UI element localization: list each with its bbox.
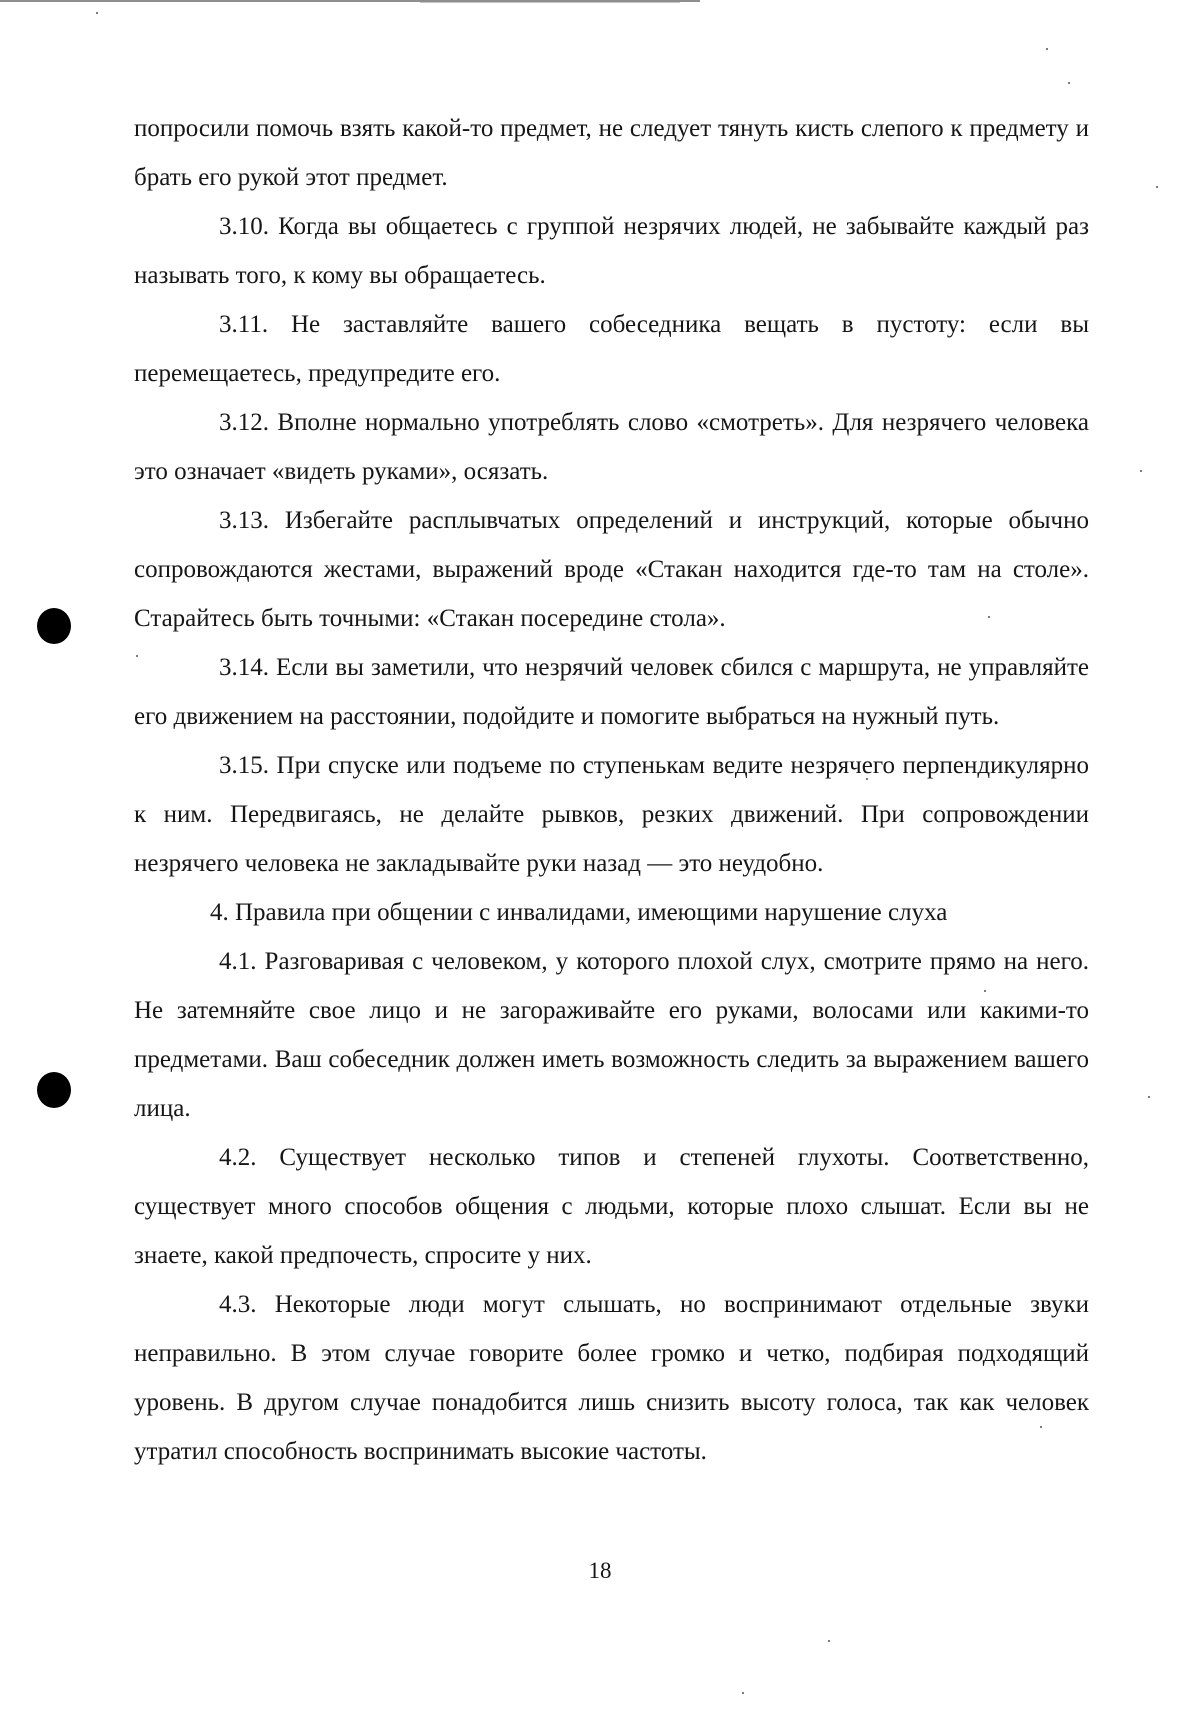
- paragraph-3-13: 3.13. Избегайте расплывчатых определений и инструкций, которые обычно сопровождаются жестами, выражений вроде «Стакан находится где-то там на столе». Старайтесь быть точными: «Стакан посередине стола».: [134, 507, 1089, 632]
- scan-speck: [1148, 1096, 1150, 1098]
- paragraph-3-10: 3.10. Когда вы общаетесь с группой незрячих людей, не забывайте каждый раз называть того, к кому вы обращаетесь.: [134, 213, 1089, 289]
- scan-speck: [1046, 48, 1048, 50]
- scan-speck: [1156, 186, 1158, 188]
- scan-speck: [828, 1640, 830, 1642]
- paragraph-3-15: 3.15. При спуске или подъеме по ступенькам ведите незрячего перпендикулярно к ним. Передвигаясь, не делайте рывков, резких движений. При сопровождении незрячего человека не закладывайте руки назад — это неудобно.: [134, 752, 1089, 877]
- scan-speck: [1140, 470, 1142, 472]
- paragraph-4-2: 4.2. Существует несколько типов и степеней глухоты. Соответственно, существует много способов общения с людьми, которые плохо слышат. Если вы не знаете, какой предпочесть, спросите у них.: [134, 1144, 1089, 1269]
- paragraph-3-12: 3.12. Вполне нормально употреблять слово «смотреть». Для незрячего человека это означает «видеть руками», осязать.: [134, 409, 1089, 485]
- paragraph-3-11: 3.11. Не заставляйте вашего собеседника вещать в пустоту: если вы перемещаетесь, предупредите его.: [134, 311, 1089, 387]
- section-heading: 4. Правила при общении с инвалидами, имеющими нарушение слуха: [210, 899, 948, 926]
- scan-speck: [1068, 82, 1070, 84]
- paragraph-4-3: 4.3. Некоторые люди могут слышать, но воспринимают отдельные звуки неправильно. В этом случае говорите более громко и четко, подбирая подходящий уровень. В другом случае понадобится лишь снизить высоту голоса, так как человек утратил способность воспринимать высокие частоты.: [134, 1291, 1089, 1465]
- paragraph-continuation: попросили помочь взять какой-то предмет, не следует тянуть кисть слепого к предмету и брать его рукой этот предмет.: [134, 115, 1089, 191]
- scan-speck: [742, 1692, 744, 1694]
- scan-top-edge-shadow: [420, 1, 680, 3]
- document-body: [134, 104, 1089, 1476]
- page-number: 18: [588, 1558, 612, 1583]
- scan-speck: [96, 12, 98, 14]
- punch-hole-upper: [37, 608, 71, 644]
- paragraph-4-1: 4.1. Разговаривая с человеком, у которого плохой слух, смотрите прямо на него. Не затемняйте свое лицо и не загораживайте его руками, волосами или какими-то предметами. Ваш собеседник должен иметь возможность следить за выражением вашего лица.: [134, 948, 1089, 1122]
- paragraph-3-14: 3.14. Если вы заметили, что незрячий человек сбился с маршрута, не управляйте его движением на расстоянии, подойдите и помогите выбраться на нужный путь.: [134, 654, 1089, 730]
- punch-hole-lower: [37, 1072, 71, 1108]
